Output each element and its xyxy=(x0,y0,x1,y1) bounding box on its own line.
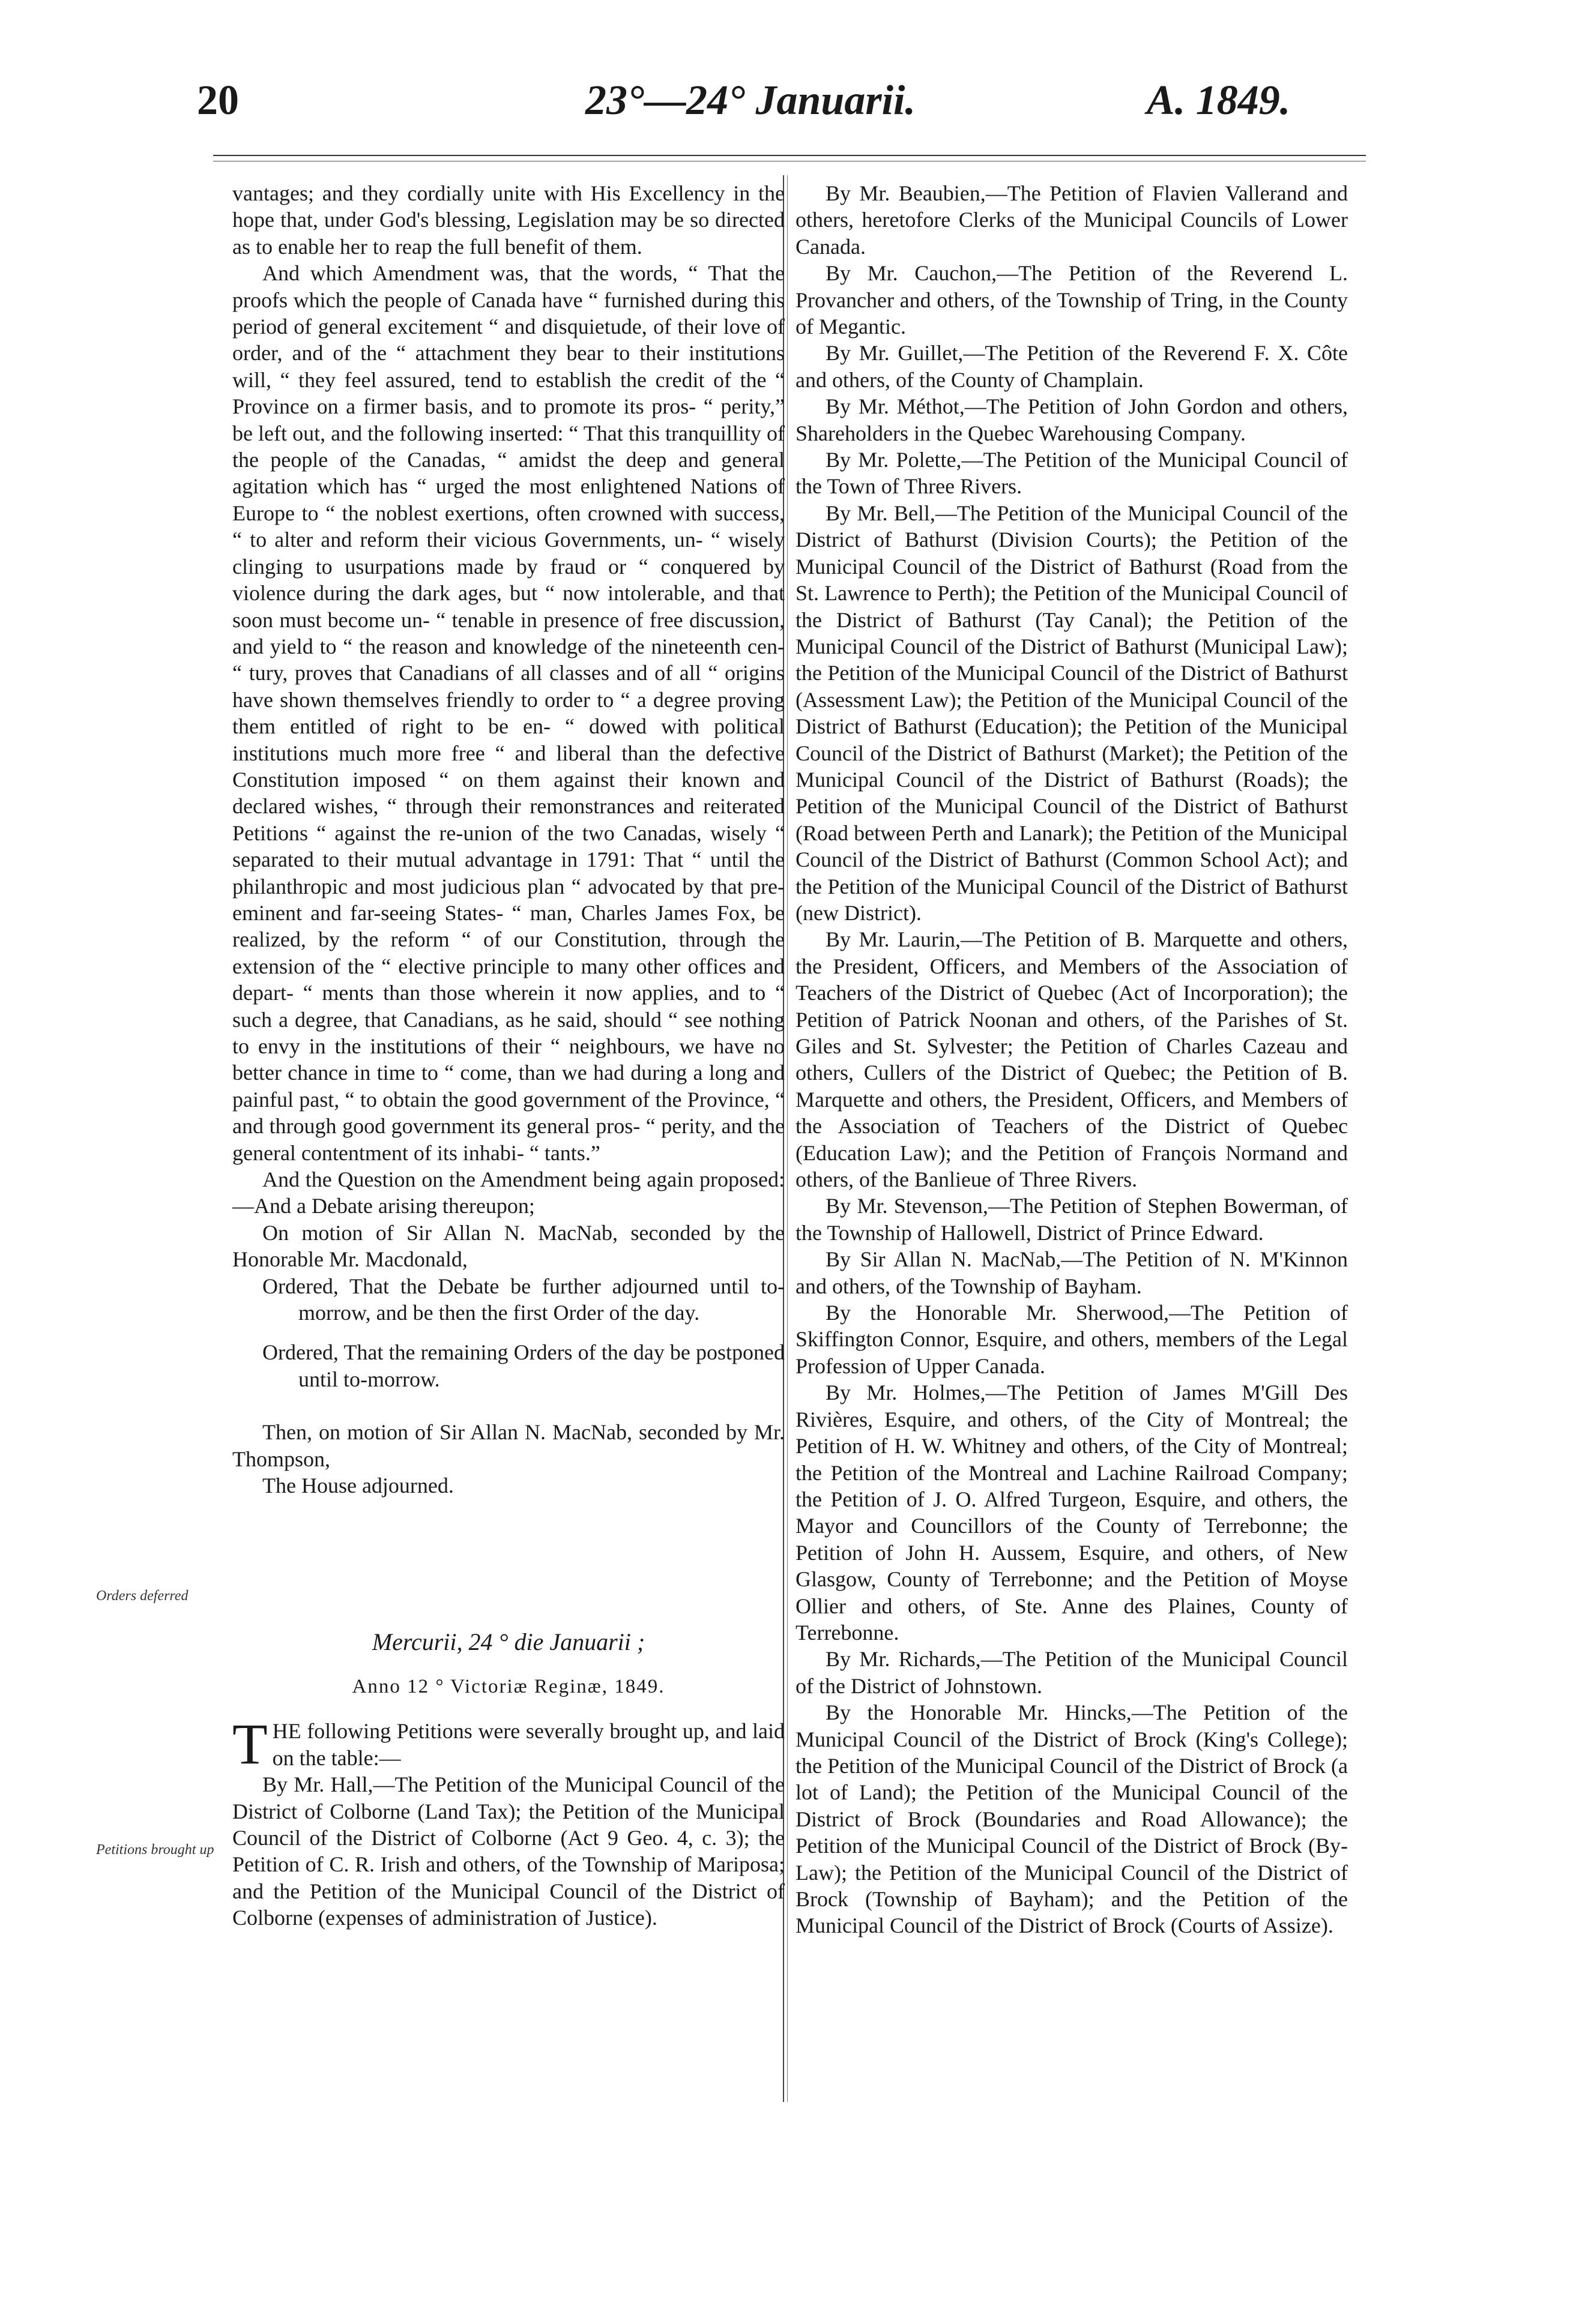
margin-note-orders-deferred: Orders deferred xyxy=(96,1588,189,1604)
petition-entry: By Mr. Bell,—The Petition of the Municipal Council of the District of Bathurst (Division Courts); the Petition of the Municipal Council of the District of Bathurst (Road from the St. Lawrence to Perth); the Petition of the Municipal Council of the District of Bathurst (Tay Canal); the Petition of the Municipal Council of the District of Bathurst (Municipal Law); the Petition of the Municipal Council of the District of Bathurst (Assessment Law); the Petition of the Municipal Council of the District of Bathurst (Education); the Petition of the Municipal Council of the District of Bathurst (Market); the Petition of the Municipal Council of the District of Bathurst (Roads); the Petition of the Municipal Council of the District of Bathurst (Road between Perth and Lanark); the Petition of the Municipal Council of the District of Bathurst (Common School Act); and the Petition of the Municipal Council of the District of Bathurst (new District). xyxy=(796,501,1348,925)
order-paragraph: Ordered, That the remaining Orders of the day be postponed until to-morrow. xyxy=(262,1340,785,1391)
petition-entry: By Mr. Beaubien,—The Petition of Flavien Vallerand and others, heretofore Clerks of the Municipal Councils of Lower Canada. xyxy=(796,181,1348,259)
petitions-intro xyxy=(232,1712,785,1777)
margin-note-petitions-brought-up: Petitions brought up xyxy=(96,1842,214,1858)
left-paragraph: On motion of Sir Allan N. MacNab, seconded by the Honorable Mr. Macdonald, xyxy=(232,1220,785,1272)
left-paragraph: The House adjourned. xyxy=(262,1474,454,1498)
petition-entry: By Sir Allan N. MacNab,—The Petition of N. M'Kinnon and others, of the Township of Bayham. xyxy=(796,1247,1348,1298)
petition-entry: By Mr. Stevenson,—The Petition of Stephen Bowerman, of the Township of Hallowell, District of Prince Edward. xyxy=(796,1194,1348,1245)
page-number: 20 xyxy=(197,77,239,124)
petition-entry: By Mr. Cauchon,—The Petition of the Reverend L. Provancher and others, of the Township of Tring, in the County of Megantic. xyxy=(796,261,1348,339)
left-paragraph: vantages; and they cordially unite with His Excellency in the hope that, under God's blessing, Legislation may be so directed as to enable her to reap the full benefit of them. xyxy=(232,181,785,259)
petition-entry: By Mr. Guillet,—The Petition of the Reverend F. X. Côte and others, of the County of Champlain. xyxy=(796,341,1348,392)
header-year: A. 1849. xyxy=(1147,77,1291,124)
right-column xyxy=(796,180,1348,1939)
left-paragraph: And the Question on the Amendment being again proposed:—And a Debate arising thereupon; xyxy=(232,1167,785,1218)
order-paragraph: Ordered, That the Debate be further adjourned until to-morrow, and be then the first Order of the day. xyxy=(262,1274,785,1325)
petitions-intro-text: HE following Petitions were severally brought up, and laid on the table:— xyxy=(272,1719,785,1770)
page-header xyxy=(0,77,1570,143)
petition-entry: By Mr. Méthot,—The Petition of John Gordon and others, Shareholders in the Quebec Warehousing Company. xyxy=(796,394,1348,445)
petition-entry: By Mr. Richards,—The Petition of the Municipal Council of the District of Johnstown. xyxy=(796,1647,1348,1698)
left-paragraph: Then, on motion of Sir Allan N. MacNab, seconded by Mr. Thompson, xyxy=(232,1420,785,1471)
petition-entry: By Mr. Polette,—The Petition of the Municipal Council of the Town of Three Rivers. xyxy=(796,448,1348,499)
petition-entry: By Mr. Laurin,—The Petition of B. Marquette and others, the President, Officers, and Members of the Association of Teachers of the District of Quebec (Act of Incorporation); the Petition of Patrick Noonan and others, of the Parishes of St. Giles and St. Sylvester; the Petition of Charles Cazeau and others, Cullers of the District of Quebec; the Petition of B. Marquette and others, the President, Officers, and Members of the Association of Teachers of the District of Quebec (Education Law); and the Petition of François Normand and others, of the Banlieue of Three Rivers. xyxy=(796,927,1348,1192)
anno-heading: Anno 12 ° Victoriæ Reginæ, 1849. xyxy=(352,1675,665,1697)
amendment-paragraph: And which Amendment was, that the words, “ That the proofs which the people of Canada have “ furnished during this period of general excitement “ and disquietude, of their love of order, and of the “ attachment they bear to their institutions will, “ they feel assured, tend to establish the credit of the “ Province on a firmer basis, and to promote its pros- “ perity,” be left out, and the following inserted: “ That this tranquillity of the people of the Canadas, “ amidst the deep and general agitation which has “ urged the most enlightened Nations of Europe to “ the noblest exertions, often crowned with success, “ to alter and reform their vicious Governments, un- “ wisely clinging to usurpations made by fraud or “ conquered by violence during the dark ages, but “ now intolerable, and that soon must become un- “ tenable in presence of free discussion, and yield to “ the reason and knowledge of the nineteenth cen- “ tury, proves that Canadians of all classes and of all “ origins have shown themselves friendly to order to “ a degree proving them entitled of right to be en- “ dowed with political institutions much more free “ and liberal than the defective Constitution imposed “ on them against their known and declared wishes, “ through their remonstrances and reiterated Petitions “ against the re-union of the two Canadas, wisely “ separated to their mutual advantage in 1791: That “ until the philanthropic and most judicious plan “ advocated by that pre-eminent and far-seeing States- “ man, Charles James Fox, be realized, by the reform “ of our Constitution, through the extension of the “ elective principle to many other offices and depart- “ ments than those wherein it now applies, and to “ such a degree, that Canadians, as he said, should “ see nothing to envy in the institutions of their “ neighbours, we have no better chance in time to “ come, than we had during a long and painful past, “ to obtain the good government of the Province, “ and through good government its general pros- “ perity, and the general contentment of its inhabi- “ tants.” xyxy=(232,261,785,1165)
column-divider-thin xyxy=(787,175,788,2102)
left-paragraph: By Mr. Hall,—The Petition of the Municipal Council of the District of Colborne (Land Tax); the Petition of the Municipal Council of the District of Colborne (Act 9 Geo. 4, c. 3); the Petition of C. R. Irish and others, of the Township of Mariposa; and the Petition of the Municipal Council of the District of Colborne (expenses of administration of Justice). xyxy=(232,1772,785,1930)
day-heading: Mercurii, 24 ° die Januarii ; xyxy=(372,1628,645,1655)
petition-entry: By Mr. Holmes,—The Petition of James M'Gill Des Rivières, Esquire, and others, of the City of Montreal; the Petition of H. W. Whitney and others, of the City of Montreal; the Petition of the Montreal and Lachine Railroad Company; the Petition of J. O. Alfred Turgeon, Esquire, and others, the Mayor and Councillors of the County of Terrebonne; the Petition of John H. Aussem, Esquire, and others, of New Glasgow, County of Terrebonne; and the Petition of Moyse Ollier and others, of Ste. Anne des Plaines, County of Terrebonne. xyxy=(796,1380,1348,1645)
petition-entry: By the Honorable Mr. Sherwood,—The Petition of Skiffington Connor, Esquire, and others, members of the Legal Profession of Upper Canada. xyxy=(796,1301,1348,1378)
left-column xyxy=(232,180,785,1931)
header-rule xyxy=(213,155,1366,156)
petition-entry: By the Honorable Mr. Hincks,—The Petition of the Municipal Council of the District of Brock (King's College); the Petition of the Municipal Council of the District of Brock (a lot of Land); the Petition of the Municipal Council of the District of Brock (Boundaries and Road Allowance); the Petition of the Municipal Council of the District of Brock (By-Law); the Petition of the Municipal Council of the District of Brock (Township of Bayham); and the Petition of the Municipal Council of the District of Brock (Courts of Assize). xyxy=(796,1700,1348,1938)
header-date: 23°—24° Januarii. xyxy=(585,77,916,124)
drop-cap: T xyxy=(232,1712,268,1777)
